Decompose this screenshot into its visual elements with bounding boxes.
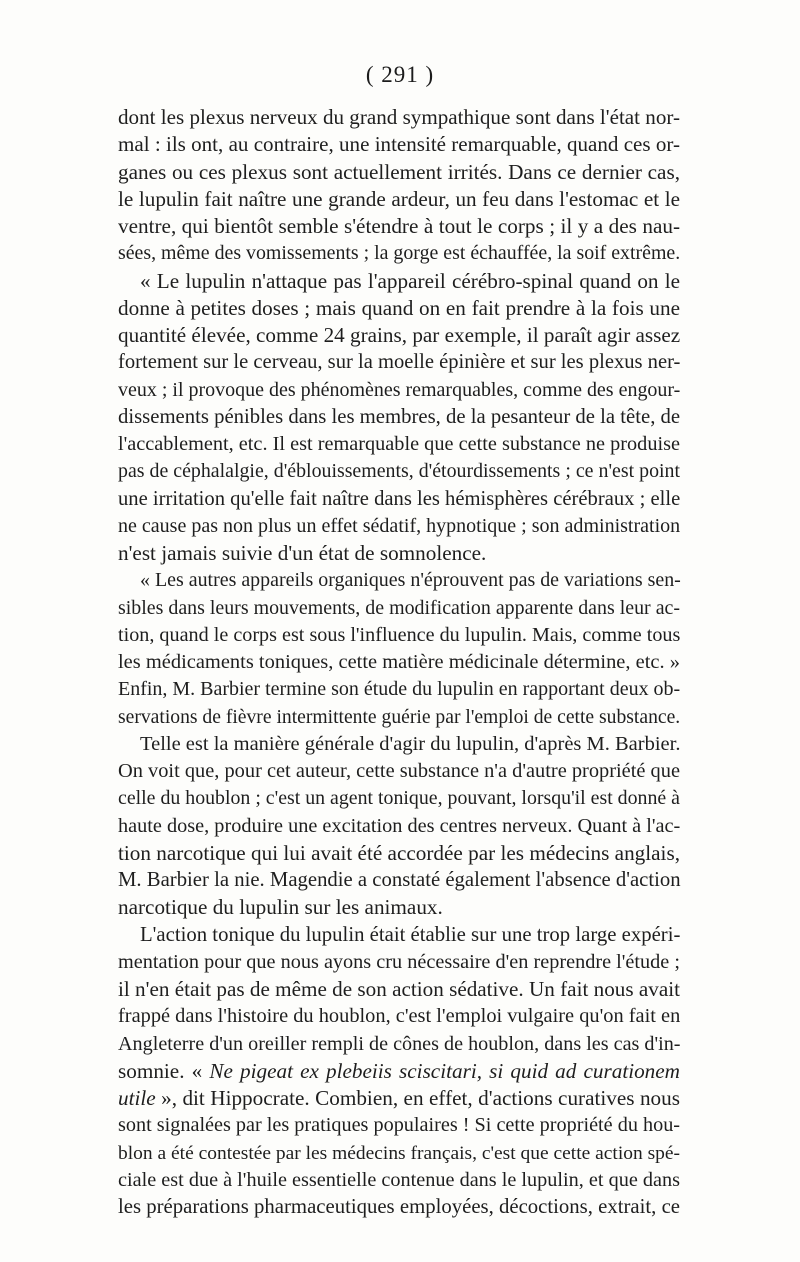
text-line: ventre, qui bientôt semble s'étendre à tout le corps ; il y a des nau- xyxy=(118,214,680,238)
text-line: mentation pour que nous ayons cru nécessaire d'en reprendre l'étude ; xyxy=(118,950,680,973)
text-line: L'action tonique du lupulin était établie sur une trop large expéri- xyxy=(140,923,681,946)
text-line: fortement sur le cerveau, sur la moelle épinière et sur les plexus ner- xyxy=(118,351,681,374)
text-line: Angleterre d'un oreiller rempli de cônes de houblon, dans les cas d'in- xyxy=(118,1032,681,1055)
text-line: une irritation qu'elle fait naître dans les hémisphères cérébraux ; elle xyxy=(118,487,681,510)
text-line: Enfin, M. Barbier termine son étude du lupulin en rapportant deux ob- xyxy=(118,678,681,701)
text-line: narcotique du lupulin sur les animaux. xyxy=(118,895,443,920)
text-line: « Le lupulin n'attaque pas l'appareil cérébro-spinal quand on le xyxy=(140,268,680,293)
text-segment: somnie. « xyxy=(118,1058,210,1083)
text-line: il n'en était pas de même de son action sédative. Un fait nous avait xyxy=(118,977,680,1001)
text-line: tion narcotique qui lui avait été accordée par les médecins anglais, xyxy=(118,840,680,865)
page-number: ( 291 ) xyxy=(365,62,435,87)
text-line: celle du houblon ; c'est un agent tonique, pouvant, lorsqu'il est donné à xyxy=(118,787,680,810)
text-line: sées, même des vomissements ; la gorge est échauffée, la soif extrême. xyxy=(118,242,681,265)
text-line: sibles dans leurs mouvements, de modification apparente dans leur ac- xyxy=(118,596,680,619)
text-line: haute dose, produire une excitation des centres nerveux. Quant à l'ac- xyxy=(118,814,681,837)
text-segment: », dit Hippocrate. Combien, en effet, d'actions curatives nous xyxy=(155,1086,680,1110)
text-line: mal : ils ont, au contraire, une intensité remarquable, quand ces or- xyxy=(118,132,680,157)
text-line: sont signalées par les pratiques populaires ! Si cette propriété du hou- xyxy=(118,1114,681,1137)
text-line: M. Barbier la nie. Magendie a constaté également l'absence d'action xyxy=(118,869,681,891)
text-line: ganes ou ces plexus sont actuellement irrités. Dans ce dernier cas, xyxy=(118,159,680,184)
text-line: servations de fièvre intermittente guérie par l'emploi de cette substance. xyxy=(118,706,681,728)
text-line: le lupulin fait naître une grande ardeur, un feu dans l'estomac et le xyxy=(118,186,680,211)
text-line: les médicaments toniques, cette matière médicinale détermine, etc. » xyxy=(118,651,680,673)
text-line: l'accablement, etc. Il est remarquable que cette substance ne produise xyxy=(118,433,680,455)
text-line: ne cause pas non plus un effet sédatif, hypnotique ; son administration xyxy=(118,514,681,537)
italic-quotation: Ne pigeat ex plebeiis sciscitari, si quid ad curationem xyxy=(209,1058,680,1083)
text-line: « Les autres appareils organiques n'éprouvent pas de variations sen- xyxy=(140,569,681,592)
text-line: ciale est due à l'huile essentielle contenue dans le lupulin, et que dans xyxy=(118,1168,681,1191)
text-line xyxy=(118,1058,680,1085)
text-line: tion, quand le corps est sous l'influence du lupulin. Mais, comme tous xyxy=(118,623,681,646)
text-line: donne à petites doses ; mais quand on en fait prendre à la fois une xyxy=(118,295,680,320)
text-line xyxy=(118,1085,680,1112)
text-line: les préparations pharmaceutiques employées, décoctions, extrait, ce xyxy=(118,1196,680,1218)
text-line: dissements pénibles dans les membres, de la pesanteur de la tête, de xyxy=(118,405,681,428)
text-line: pas de céphalalgie, d'éblouissements, d'étourdissements ; ce n'est point xyxy=(118,460,680,483)
text-line: Telle est la manière générale d'agir du lupulin, d'après M. Barbier. xyxy=(140,732,681,755)
text-line: dont les plexus nerveux du grand sympathique sont dans l'état nor- xyxy=(118,105,680,129)
italic-quotation: utile xyxy=(118,1086,156,1110)
text-line: frappé dans l'histoire du houblon, c'est l'emploi vulgaire qu'on fait en xyxy=(118,1005,681,1028)
text-line: veux ; il provoque des phénomènes remarquables, comme des engour- xyxy=(118,378,681,401)
text-line: blon a été contestée par les médecins français, c'est que cette action spé- xyxy=(118,1142,680,1164)
body-text xyxy=(118,104,680,1221)
text-line: quantité élevée, comme 24 grains, par exemple, il paraît agir assez xyxy=(118,323,681,347)
text-line: n'est jamais suivie d'un état de somnolence. xyxy=(118,541,487,565)
text-line: On voit que, pour cet auteur, cette substance n'a d'autre propriété que xyxy=(118,760,680,782)
